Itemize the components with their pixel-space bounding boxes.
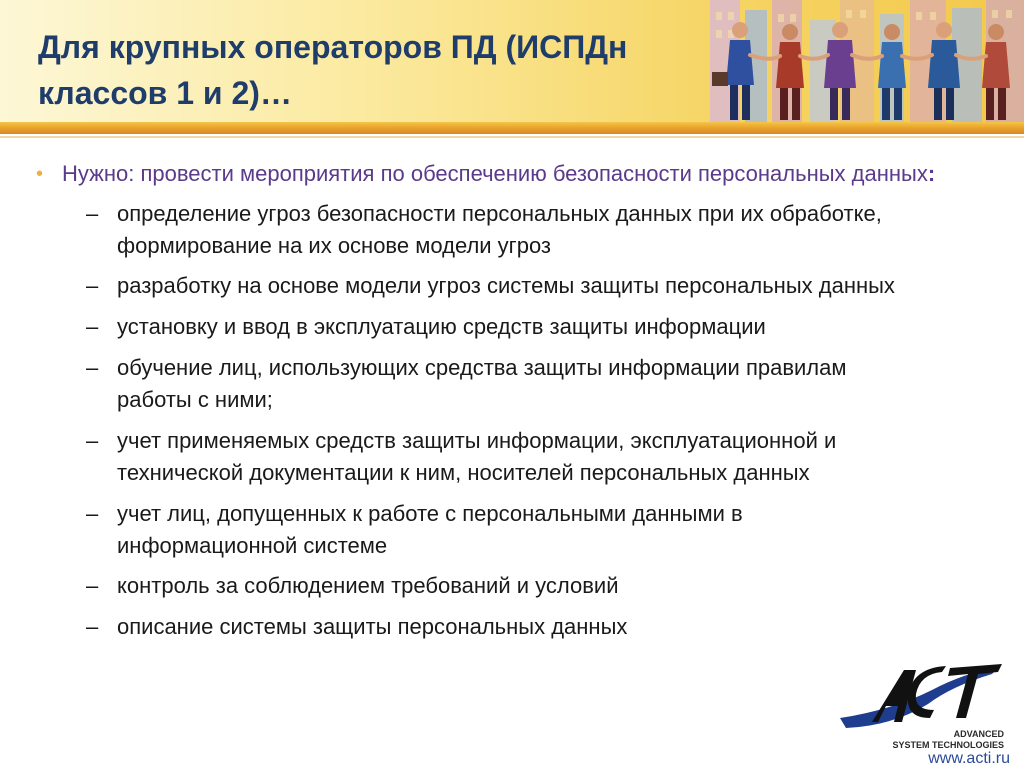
dash-marker: – (86, 614, 99, 639)
list-item-text (117, 198, 997, 262)
list-item-line: определение угроз безопасности персональных данных при их обработке, (117, 201, 882, 226)
title-line-2: классов 1 и 2)… (38, 75, 292, 111)
website-link[interactable]: www.acti.ru (928, 750, 1010, 767)
list-item-line: формирование на их основе модели угроз (117, 233, 552, 258)
slide-header (0, 0, 1024, 128)
main-bullet-label: Нужно: провести мероприятия по обеспечению безопасности персональных данных (62, 161, 928, 186)
act-company-logo (832, 660, 1012, 750)
main-bullet-text (62, 160, 1002, 188)
dash-marker: – (86, 355, 99, 380)
list-item-text (117, 311, 997, 343)
title-line-1: Для крупных операторов ПД (ИСПДн (38, 29, 628, 65)
dash-marker: – (86, 428, 99, 453)
business-people-illustration (700, 0, 1024, 126)
logo-text-line-1: ADVANCED (953, 729, 1004, 739)
dash-marker: – (86, 501, 99, 526)
list-item-line: установку и ввод в эксплуатацию средств защиты информации (117, 314, 766, 339)
list-item-text (117, 570, 997, 602)
dash-marker: – (86, 201, 99, 226)
logo-text-line-2: SYSTEM TECHNOLOGIES (892, 740, 1004, 750)
list-item-line: описание системы защиты персональных данных (117, 614, 628, 639)
list-item-line: технической документации к ним, носителей персональных данных (117, 460, 810, 485)
list-item-text (117, 611, 997, 643)
list-item-line: учет применяемых средств защиты информации, эксплуатационной и (117, 428, 837, 453)
list-item-line: учет лиц, допущенных к работе с персональными данными в (117, 501, 743, 526)
header-divider-line (0, 136, 1024, 138)
slide-title (38, 24, 638, 116)
list-item-text (117, 270, 997, 302)
dash-marker: – (86, 573, 99, 598)
dash-marker: – (86, 273, 99, 298)
list-item-line: информационной системе (117, 533, 388, 558)
list-item-line: работы с ними; (117, 387, 273, 412)
header-divider-bar (0, 122, 1024, 134)
bullet-icon: • (36, 163, 44, 185)
list-item-line: контроль за соблюдением требований и условий (117, 573, 619, 598)
list-item-text (117, 352, 997, 416)
list-item-line: разработку на основе модели угроз системы защиты персональных данных (117, 273, 895, 298)
list-item-text (117, 425, 997, 489)
dash-marker: – (86, 314, 99, 339)
list-item-line: обучение лиц, использующих средства защиты информации правилам (117, 355, 847, 380)
list-item-text (117, 498, 997, 562)
main-bullet-colon: : (927, 161, 936, 186)
